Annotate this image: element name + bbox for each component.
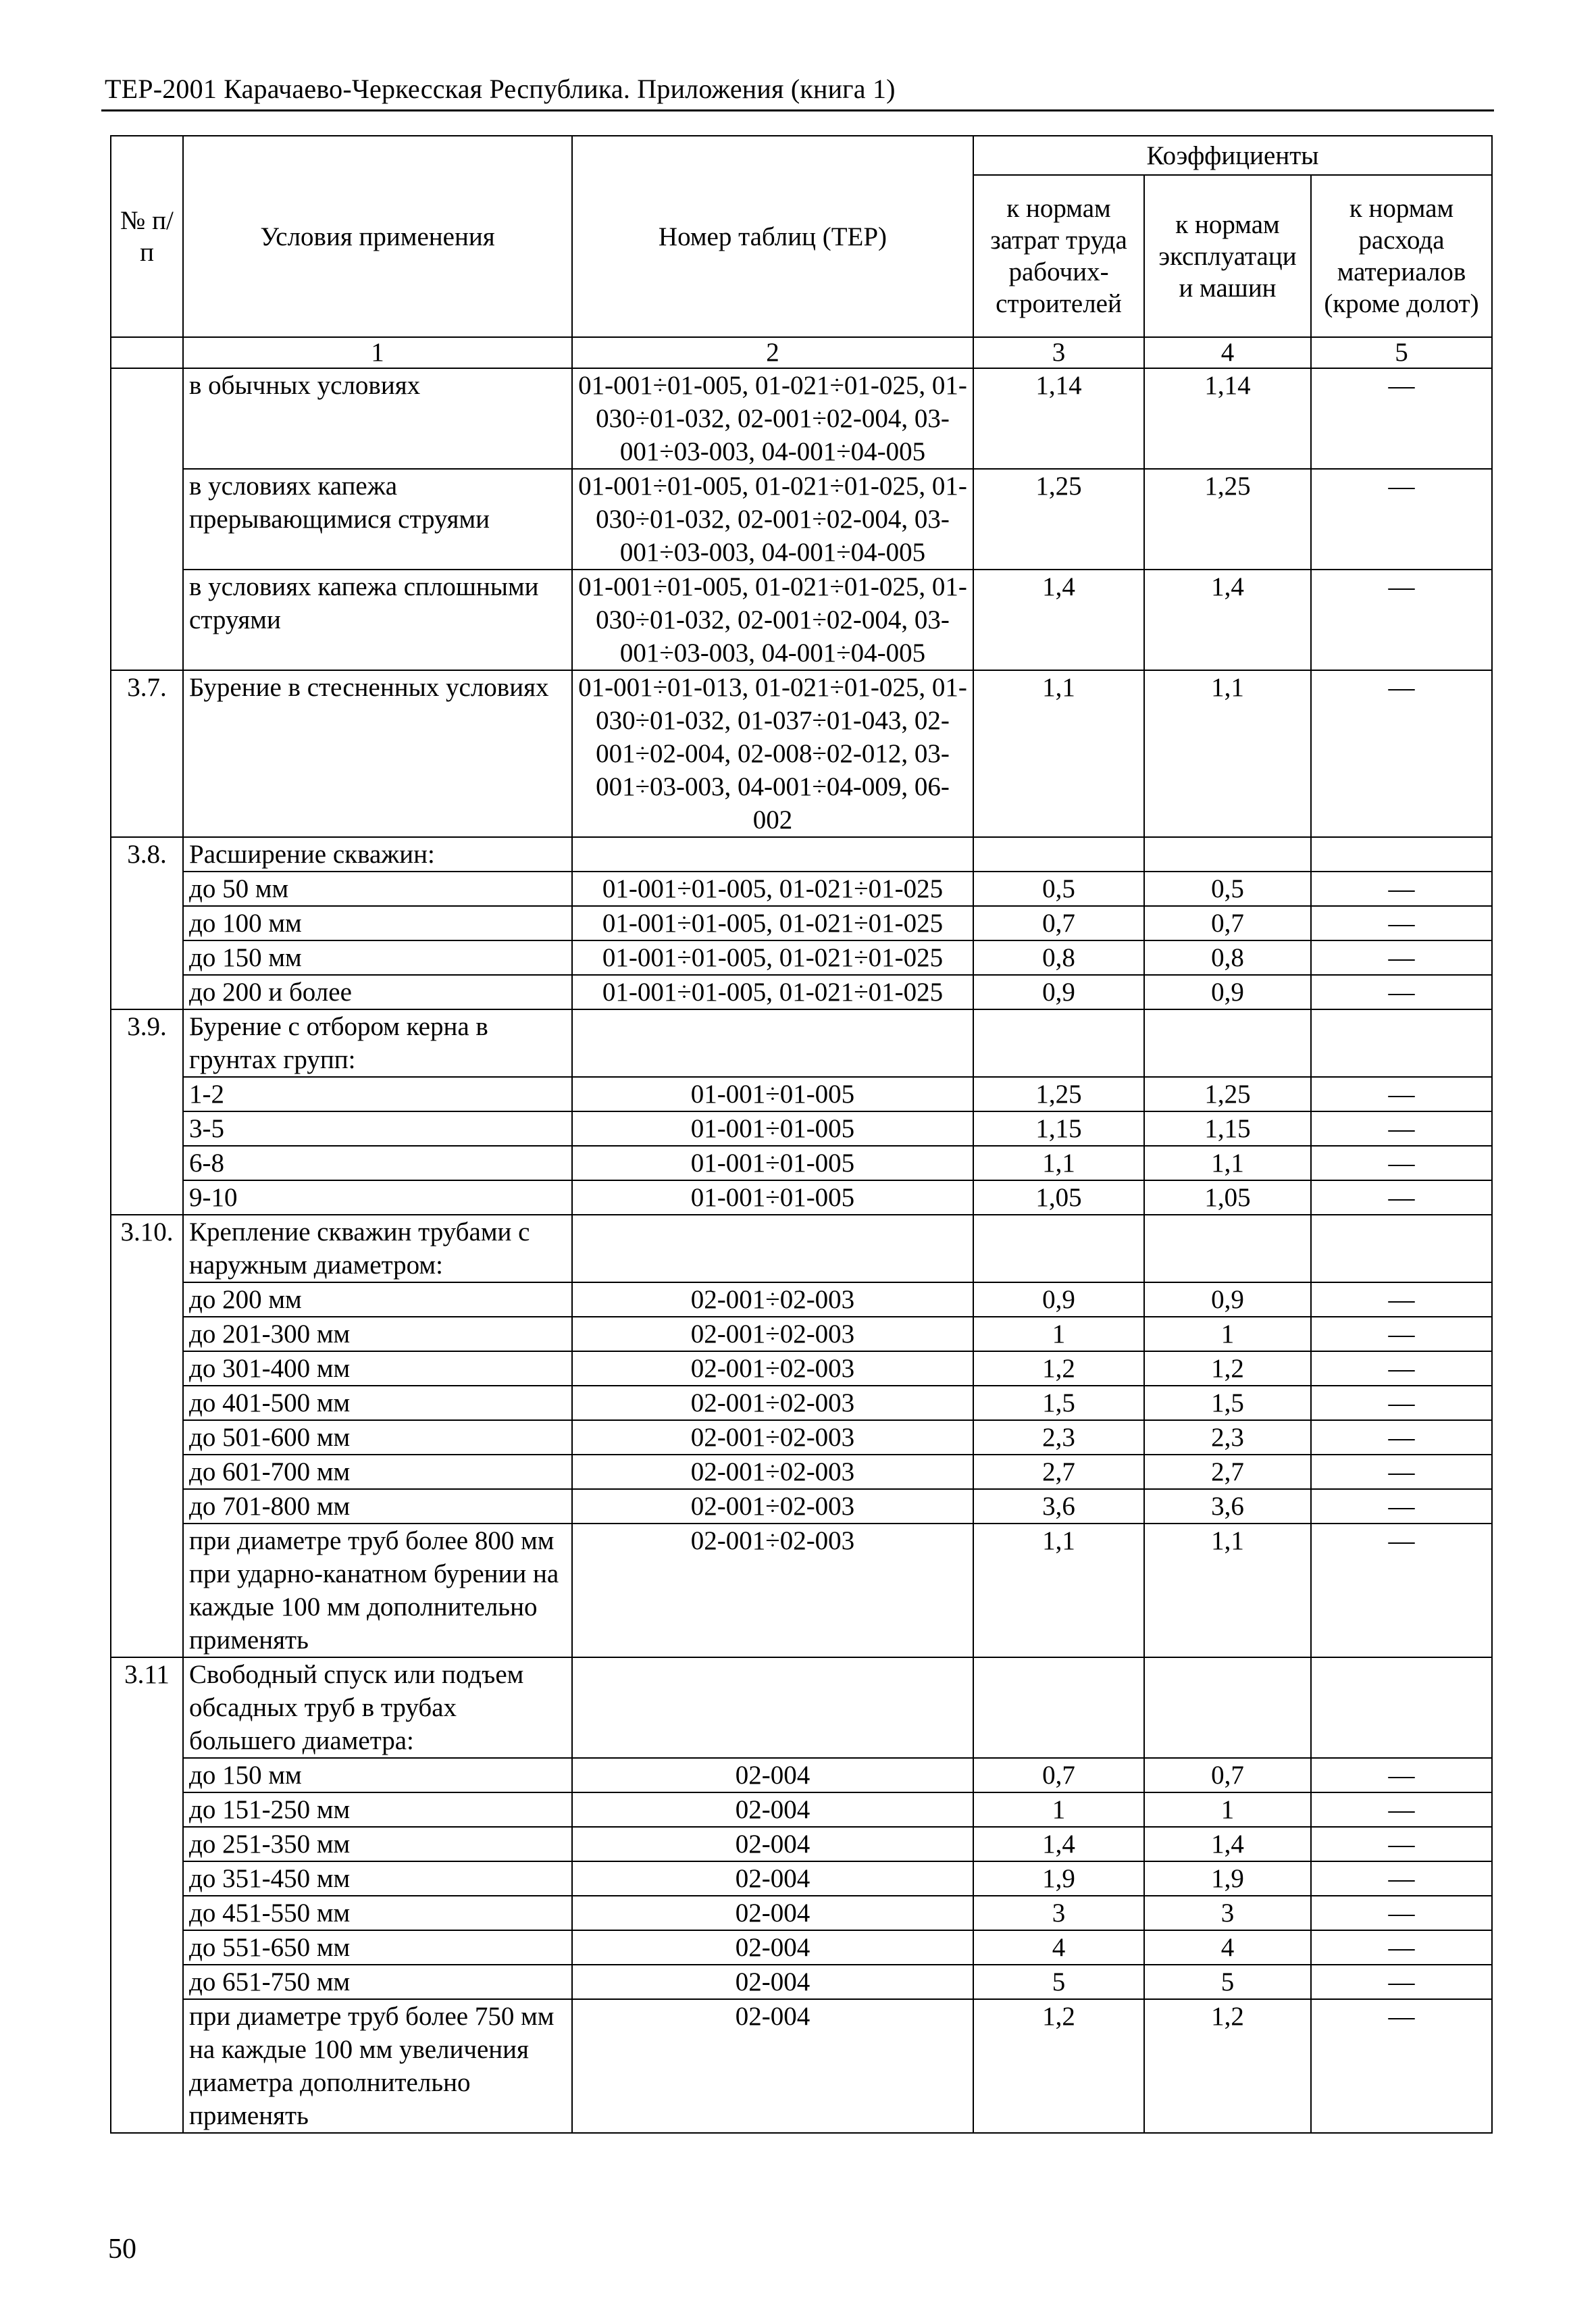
row-coef-labor: 1,25 (973, 469, 1144, 570)
column-numbers-row (111, 337, 1492, 368)
row-coef-machines: 0,5 (1144, 872, 1311, 906)
row-coef-labor: 1 (973, 1317, 1144, 1351)
row-coef-labor: 3,6 (973, 1489, 1144, 1524)
row-condition: до 651-750 мм (183, 1965, 572, 1999)
row-condition: до 200 мм (183, 1282, 572, 1317)
row-tables: 02-004 (572, 1861, 973, 1896)
table-row (111, 1896, 1492, 1930)
header-rule (101, 109, 1494, 111)
row-coef-machines: 1,1 (1144, 1146, 1311, 1180)
row-number (111, 1999, 183, 2133)
row-coef-labor: 1,14 (973, 368, 1144, 469)
table-row (111, 940, 1492, 975)
row-tables: 01-001÷01-005, 01-021÷01-025 (572, 906, 973, 940)
row-coef-labor (973, 1009, 1144, 1077)
row-tables: 02-004 (572, 1827, 973, 1861)
row-coef-machines: 0,7 (1144, 1758, 1311, 1792)
row-tables: 01-001÷01-013, 01-021÷01-025, 01-030÷01-032, 01-037÷01-043, 02-001÷02-004, 02-008÷02-012, 03-001÷03-003, 04-001÷04-009, 06-002 (572, 670, 973, 837)
row-coef-labor: 1,1 (973, 1146, 1144, 1180)
row-condition: до 100 мм (183, 906, 572, 940)
row-coef-machines: 1 (1144, 1792, 1311, 1827)
row-coef-materials: — (1311, 670, 1492, 837)
row-condition: Бурение с отбором керна в грунтах групп: (183, 1009, 572, 1077)
table-row (111, 1827, 1492, 1861)
table-row (111, 1455, 1492, 1489)
table-row (111, 1420, 1492, 1455)
row-condition: 3-5 (183, 1111, 572, 1146)
table-row (111, 1758, 1492, 1792)
row-coef-machines: 0,9 (1144, 1282, 1311, 1317)
row-coef-labor: 1,9 (973, 1861, 1144, 1896)
row-coef-materials: — (1311, 1111, 1492, 1146)
row-tables: 02-004 (572, 1896, 973, 1930)
row-condition: до 601-700 мм (183, 1455, 572, 1489)
row-coef-materials: — (1311, 1420, 1492, 1455)
row-coef-materials (1311, 837, 1492, 872)
row-condition: при диаметре труб более 800 мм при ударно-канатном бурении на каждые 100 мм дополнительно применять (183, 1524, 572, 1657)
page-number: 50 (108, 2234, 136, 2265)
row-coef-materials: — (1311, 368, 1492, 469)
row-coef-labor: 0,8 (973, 940, 1144, 975)
row-tables: 01-001÷01-005, 01-021÷01-025 (572, 940, 973, 975)
column-number-empty (111, 337, 183, 368)
row-coef-labor: 1,5 (973, 1386, 1144, 1420)
row-coef-labor: 1,1 (973, 670, 1144, 837)
row-coef-machines: 1,05 (1144, 1180, 1311, 1215)
row-tables: 01-001÷01-005, 01-021÷01-025 (572, 975, 973, 1009)
row-condition: до 401-500 мм (183, 1386, 572, 1420)
header-materials: к нормам расхода материалов (кроме долот) (1311, 175, 1492, 337)
row-coef-materials: — (1311, 570, 1492, 670)
row-condition: Бурение в стесненных условиях (183, 670, 572, 837)
row-number (111, 570, 183, 670)
header-coefficients: Коэффициенты (973, 136, 1492, 175)
row-coef-machines: 1 (1144, 1317, 1311, 1351)
row-number (111, 1524, 183, 1657)
table-row (111, 670, 1492, 837)
row-coef-labor: 1 (973, 1792, 1144, 1827)
row-coef-machines: 1,4 (1144, 570, 1311, 670)
row-tables: 01-001÷01-005, 01-021÷01-025, 01-030÷01-032, 02-001÷02-004, 03-001÷03-003, 04-001÷04-005 (572, 368, 973, 469)
row-coef-labor: 1,05 (973, 1180, 1144, 1215)
row-number (111, 940, 183, 975)
row-tables (572, 1215, 973, 1282)
table-row (111, 1999, 1492, 2133)
row-tables: 02-001÷02-003 (572, 1351, 973, 1386)
row-tables (572, 1657, 973, 1758)
table-row (111, 1009, 1492, 1077)
header-conditions: Условия применения (183, 136, 572, 337)
row-coef-materials: — (1311, 1351, 1492, 1386)
table-row (111, 1930, 1492, 1965)
row-coef-materials: — (1311, 1827, 1492, 1861)
table-body (111, 368, 1492, 2133)
row-coef-labor: 0,9 (973, 975, 1144, 1009)
row-coef-machines: 5 (1144, 1965, 1311, 1999)
header-num: № п/п (111, 136, 183, 337)
table-row (111, 906, 1492, 940)
table-row (111, 1792, 1492, 1827)
row-coef-materials: — (1311, 1758, 1492, 1792)
column-number: 5 (1311, 337, 1492, 368)
row-coef-materials: — (1311, 975, 1492, 1009)
row-number (111, 368, 183, 469)
row-coef-machines: 1,4 (1144, 1827, 1311, 1861)
row-condition: 9-10 (183, 1180, 572, 1215)
table-row (111, 872, 1492, 906)
table-row (111, 1111, 1492, 1146)
row-coef-machines: 1,1 (1144, 670, 1311, 837)
row-number (111, 469, 183, 570)
row-coef-machines: 4 (1144, 1930, 1311, 1965)
row-coef-machines: 1,9 (1144, 1861, 1311, 1896)
row-coef-labor: 5 (973, 1965, 1144, 1999)
table-row (111, 1180, 1492, 1215)
row-coef-materials: — (1311, 469, 1492, 570)
row-coef-labor: 1,2 (973, 1351, 1144, 1386)
row-coef-labor: 1,4 (973, 570, 1144, 670)
row-coef-materials (1311, 1657, 1492, 1758)
row-coef-materials: — (1311, 1930, 1492, 1965)
row-number (111, 1792, 183, 1827)
row-number: 3.7. (111, 670, 183, 837)
row-tables: 02-001÷02-003 (572, 1317, 973, 1351)
row-tables: 02-001÷02-003 (572, 1282, 973, 1317)
row-coef-machines: 1,25 (1144, 469, 1311, 570)
row-coef-labor: 4 (973, 1930, 1144, 1965)
row-condition: до 301-400 мм (183, 1351, 572, 1386)
row-tables: 01-001÷01-005 (572, 1146, 973, 1180)
table-row (111, 1657, 1492, 1758)
row-coef-machines: 0,7 (1144, 906, 1311, 940)
row-coef-materials: — (1311, 1524, 1492, 1657)
row-tables: 02-004 (572, 1999, 973, 2133)
row-coef-materials: — (1311, 872, 1492, 906)
table-row (111, 469, 1492, 570)
header-tables: Номер таблиц (ТЕР) (572, 136, 973, 337)
row-coef-materials: — (1311, 1146, 1492, 1180)
row-tables: 02-001÷02-003 (572, 1524, 973, 1657)
row-condition: до 50 мм (183, 872, 572, 906)
row-coef-materials: — (1311, 1077, 1492, 1111)
row-number (111, 872, 183, 906)
row-coef-labor: 3 (973, 1896, 1144, 1930)
row-tables: 01-001÷01-005, 01-021÷01-025 (572, 872, 973, 906)
row-tables: 01-001÷01-005 (572, 1180, 973, 1215)
row-coef-machines: 2,7 (1144, 1455, 1311, 1489)
row-number (111, 1077, 183, 1111)
table-row (111, 1351, 1492, 1386)
row-coef-materials: — (1311, 1489, 1492, 1524)
header-machines: к нормам эксплуатаци и машин (1144, 175, 1311, 337)
row-coef-labor: 1,15 (973, 1111, 1144, 1146)
row-coef-machines: 2,3 (1144, 1420, 1311, 1455)
row-tables: 02-004 (572, 1792, 973, 1827)
row-coef-machines: 1,14 (1144, 368, 1311, 469)
row-tables: 02-004 (572, 1758, 973, 1792)
row-coef-machines: 1,1 (1144, 1524, 1311, 1657)
column-number: 4 (1144, 337, 1311, 368)
row-condition: до 251-350 мм (183, 1827, 572, 1861)
row-coef-machines: 1,5 (1144, 1386, 1311, 1420)
row-condition: в условиях капежа сплошными струями (183, 570, 572, 670)
row-coef-labor (973, 1215, 1144, 1282)
row-coef-machines: 3,6 (1144, 1489, 1311, 1524)
row-coef-materials: — (1311, 906, 1492, 940)
row-coef-labor: 1,1 (973, 1524, 1144, 1657)
row-number: 3.11 (111, 1657, 183, 1758)
row-coef-machines: 3 (1144, 1896, 1311, 1930)
row-coef-materials: — (1311, 1861, 1492, 1896)
row-coef-labor: 0,7 (973, 1758, 1144, 1792)
row-condition: Крепление скважин трубами с наружным диаметром: (183, 1215, 572, 1282)
row-tables: 01-001÷01-005 (572, 1111, 973, 1146)
table-row (111, 1146, 1492, 1180)
row-coef-machines: 1,15 (1144, 1111, 1311, 1146)
row-number (111, 1351, 183, 1386)
row-tables: 02-004 (572, 1930, 973, 1965)
row-coef-materials: — (1311, 940, 1492, 975)
table-row (111, 1282, 1492, 1317)
row-tables: 02-001÷02-003 (572, 1386, 973, 1420)
row-number (111, 1896, 183, 1930)
row-condition: при диаметре труб более 750 мм на каждые 100 мм увеличения диаметра дополнительно применять (183, 1999, 572, 2133)
row-coef-labor (973, 837, 1144, 872)
row-coef-machines: 1,2 (1144, 1351, 1311, 1386)
row-tables (572, 1009, 973, 1077)
row-number (111, 1861, 183, 1896)
row-coef-materials: — (1311, 1180, 1492, 1215)
row-coef-materials: — (1311, 1282, 1492, 1317)
table-row (111, 837, 1492, 872)
row-condition: Расширение скважин: (183, 837, 572, 872)
row-coef-machines (1144, 1657, 1311, 1758)
column-number: 2 (572, 337, 973, 368)
row-number: 3.9. (111, 1009, 183, 1077)
row-condition: до 451-550 мм (183, 1896, 572, 1930)
row-condition: 6-8 (183, 1146, 572, 1180)
row-coef-materials: — (1311, 1999, 1492, 2133)
column-number: 1 (183, 337, 572, 368)
row-coef-materials: — (1311, 1792, 1492, 1827)
row-coef-labor: 0,9 (973, 1282, 1144, 1317)
row-condition: до 701-800 мм (183, 1489, 572, 1524)
row-condition: до 200 и более (183, 975, 572, 1009)
row-coef-machines (1144, 1009, 1311, 1077)
row-coef-labor: 1,25 (973, 1077, 1144, 1111)
row-coef-machines (1144, 837, 1311, 872)
row-coef-labor: 1,4 (973, 1827, 1144, 1861)
row-number (111, 1420, 183, 1455)
column-number: 3 (973, 337, 1144, 368)
row-coef-materials: — (1311, 1317, 1492, 1351)
row-tables: 02-001÷02-003 (572, 1455, 973, 1489)
table-row (111, 1215, 1492, 1282)
row-number (111, 975, 183, 1009)
row-number (111, 1489, 183, 1524)
row-coef-materials: — (1311, 1455, 1492, 1489)
row-coef-labor: 0,5 (973, 872, 1144, 906)
row-number (111, 1827, 183, 1861)
row-number: 3.10. (111, 1215, 183, 1282)
row-number (111, 1282, 183, 1317)
row-tables: 02-001÷02-003 (572, 1489, 973, 1524)
row-coef-materials (1311, 1215, 1492, 1282)
row-condition: до 501-600 мм (183, 1420, 572, 1455)
row-coef-labor: 0,7 (973, 906, 1144, 940)
row-coef-materials: — (1311, 1965, 1492, 1999)
row-number (111, 1111, 183, 1146)
row-coef-machines: 1,25 (1144, 1077, 1311, 1111)
row-condition: до 201-300 мм (183, 1317, 572, 1351)
table-row (111, 1077, 1492, 1111)
header-labor: к нормам затрат труда рабочих-строителей (973, 175, 1144, 337)
row-number (111, 1386, 183, 1420)
row-coef-materials (1311, 1009, 1492, 1077)
table-row (111, 368, 1492, 469)
row-condition: до 551-650 мм (183, 1930, 572, 1965)
row-number (111, 1317, 183, 1351)
row-coef-materials: — (1311, 1386, 1492, 1420)
row-number (111, 1965, 183, 1999)
row-number: 3.8. (111, 837, 183, 872)
row-coef-labor: 2,3 (973, 1420, 1144, 1455)
row-number (111, 1930, 183, 1965)
table-row (111, 1386, 1492, 1420)
row-coef-labor (973, 1657, 1144, 1758)
table-row (111, 1524, 1492, 1657)
row-number (111, 1758, 183, 1792)
row-number (111, 1180, 183, 1215)
row-coef-labor: 2,7 (973, 1455, 1144, 1489)
row-tables: 01-001÷01-005 (572, 1077, 973, 1111)
row-condition: до 150 мм (183, 940, 572, 975)
row-coef-machines: 1,2 (1144, 1999, 1311, 2133)
row-tables: 01-001÷01-005, 01-021÷01-025, 01-030÷01-032, 02-001÷02-004, 03-001÷03-003, 04-001÷04-005 (572, 570, 973, 670)
row-coef-machines: 0,9 (1144, 975, 1311, 1009)
table-row (111, 1965, 1492, 1999)
table-row (111, 1317, 1492, 1351)
table-row (111, 975, 1492, 1009)
row-condition: до 151-250 мм (183, 1792, 572, 1827)
table-row (111, 570, 1492, 670)
row-coef-materials: — (1311, 1896, 1492, 1930)
coefficients-table (110, 135, 1493, 2134)
row-tables: 02-001÷02-003 (572, 1420, 973, 1455)
row-coef-labor: 1,2 (973, 1999, 1144, 2133)
table-row (111, 1489, 1492, 1524)
row-tables (572, 837, 973, 872)
row-coef-machines (1144, 1215, 1311, 1282)
row-condition: в обычных условиях (183, 368, 572, 469)
row-tables: 02-004 (572, 1965, 973, 1999)
row-condition: Свободный спуск или подъем обсадных труб в трубах большего диаметра: (183, 1657, 572, 1758)
page-header: ТЕР-2001 Карачаево-Черкесская Республика. Приложения (книга 1) (105, 74, 896, 104)
row-number (111, 1455, 183, 1489)
row-number (111, 906, 183, 940)
row-coef-machines: 0,8 (1144, 940, 1311, 975)
row-condition: в условиях капежа прерывающимися струями (183, 469, 572, 570)
row-condition: 1-2 (183, 1077, 572, 1111)
row-condition: до 351-450 мм (183, 1861, 572, 1896)
row-tables: 01-001÷01-005, 01-021÷01-025, 01-030÷01-032, 02-001÷02-004, 03-001÷03-003, 04-001÷04-005 (572, 469, 973, 570)
row-number (111, 1146, 183, 1180)
table-row (111, 1861, 1492, 1896)
row-condition: до 150 мм (183, 1758, 572, 1792)
